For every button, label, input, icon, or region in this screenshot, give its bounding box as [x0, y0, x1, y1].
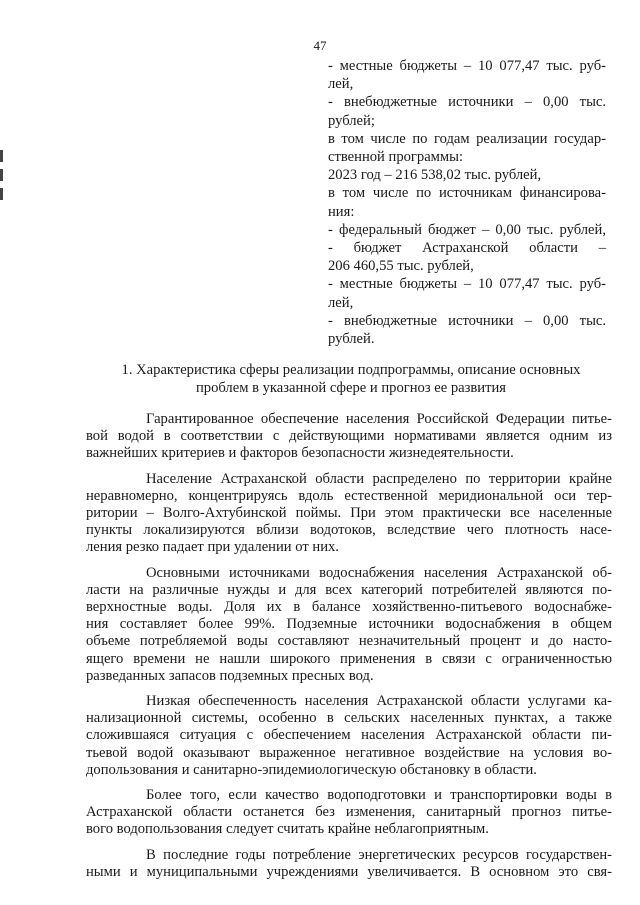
paragraph-line: ления резко падает при удалении от них. — [86, 539, 339, 556]
paragraph-line: ритории – Волго-Ахтубинской поймы. При этом практически все населенные — [86, 505, 612, 522]
paragraph-line: нализационной системы, особенно в сельских населенных пунктах, а также — [86, 710, 612, 727]
funding-line: лей, — [328, 294, 354, 311]
funding-line: - внебюджетные источники – 0,00 тыс. — [328, 312, 606, 329]
paragraph-line: Астраханской области останется без изменения, санитарный прогноз питье- — [86, 804, 612, 821]
paragraph-line: ящего времени не нашли широкого применения в связи с ограниченностью — [86, 650, 612, 667]
funding-line: - местные бюджеты – 10 077,47 тыс. руб- — [328, 58, 606, 74]
paragraph — [86, 847, 612, 881]
section-heading-line: 1. Характеристика сферы реализации подпрограммы, описание основных — [121, 362, 581, 378]
paragraph-line: пункты локализируются вблизи водотоков, вследствие чего плотность насе- — [86, 522, 612, 539]
funding-line: в том числе по источникам финансирова- — [328, 185, 606, 202]
funding-line: 206 460,55 тыс. рублей, — [328, 258, 474, 275]
binding-marks — [0, 150, 6, 220]
paragraph-line: ными и муниципальными учреждениями увеличивается. В основном это свя- — [86, 863, 612, 880]
binding-mark — [0, 188, 3, 200]
funding-line: лей, — [328, 76, 354, 93]
paragraph-line: вого водопользования следует считать крайне неблагоприятным. — [86, 821, 489, 838]
funding-line: рублей. — [328, 331, 375, 348]
binding-mark — [0, 169, 3, 181]
funding-line: ственной программы: — [328, 149, 464, 166]
paragraph — [86, 471, 612, 557]
binding-mark — [0, 150, 3, 162]
section-heading-line: проблем в указанной сфере и прогноз ее развития — [195, 380, 507, 397]
paragraph-line: Более того, если качество водоподготовки и транспортировки воды в — [146, 787, 612, 804]
funding-continuation-block — [328, 57, 606, 348]
paragraph-line: объеме потребляемой воды составляют незначительный процент и до насто- — [86, 633, 612, 650]
paragraph-line: верхностные воды. Доля их в балансе хозяйственно-питьевого водоснабже- — [86, 599, 612, 616]
paragraph-line: разведанных запасов подземных пресных вод. — [86, 667, 374, 684]
section-body — [86, 411, 612, 889]
paragraph-line: В последние годы потребление энергетических ресурсов государствен- — [146, 846, 612, 863]
page-number: 47 — [313, 38, 327, 53]
funding-line: 2023 год – 216 538,02 тыс. рублей, — [328, 167, 542, 184]
funding-line: - внебюджетные источники – 0,00 тыс. — [328, 94, 606, 111]
funding-line: рублей; — [328, 112, 375, 129]
paragraph-line: ласти на различные нужды и для всех категорий потребителей являются по- — [86, 581, 612, 598]
paragraph-line: Население Астраханской области распределено по территории крайне — [146, 470, 612, 487]
funding-line: - бюджет Астраханской области – — [328, 240, 606, 257]
paragraph-line: Гарантированное обеспечение населения Российской Федерации питье- — [146, 411, 612, 427]
paragraph-line: ния составляет более 99%. Подземные источники водоснабжения в общем — [86, 616, 612, 633]
paragraph — [86, 787, 612, 839]
paragraph-line: Низкая обеспеченность населения Астраханской области услугами ка- — [146, 693, 612, 710]
paragraph — [86, 565, 612, 685]
paragraph-line: допользования и санитарно-эпидемиологическую обстановку в области. — [86, 761, 537, 778]
funding-line: - федеральный бюджет – 0,00 тыс. рублей, — [328, 221, 606, 238]
funding-line: в том числе по годам реализации государ- — [328, 130, 606, 147]
paragraph-line: Основными источниками водоснабжения населения Астраханской об- — [146, 564, 612, 581]
funding-line: ния: — [328, 203, 355, 220]
paragraph-line: вой водой в соответствии с действующими нормативами является одним из — [86, 428, 612, 445]
paragraph-line: сложившаяся ситуация с обеспечением населения Астраханской области пи- — [86, 727, 612, 744]
paragraph-line: тьевой водой оказывают выраженное негативное воздействие на условия во- — [86, 744, 612, 761]
funding-line: - местные бюджеты – 10 077,47 тыс. руб- — [328, 276, 606, 293]
paragraph — [86, 411, 612, 463]
paragraph-line: неравномерно, концентрируясь вдоль естественной меридиональной оси тер- — [86, 487, 612, 504]
paragraph — [86, 693, 612, 779]
section-heading — [86, 361, 616, 397]
paragraph-line: важнейших критериев и факторов безопасности жизнедеятельности. — [86, 445, 514, 462]
